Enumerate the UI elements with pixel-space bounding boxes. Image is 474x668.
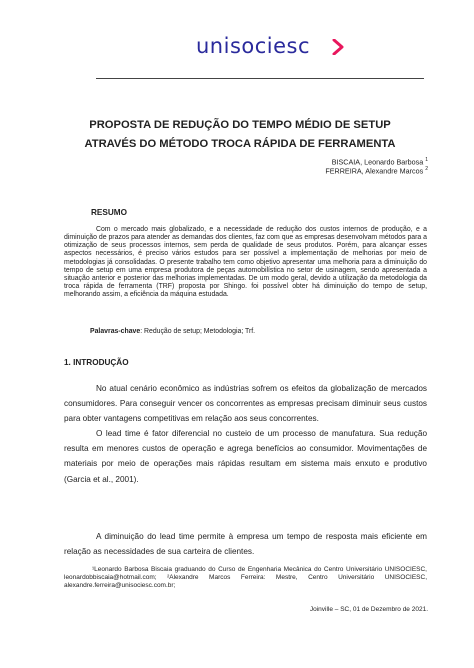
- abstract-heading: RESUMO: [91, 208, 127, 217]
- author-1-name: BISCAIA, Leonardo Barbosa: [331, 157, 424, 167]
- logo-chevron-icon: [332, 39, 344, 55]
- intro-paragraphs: [64, 381, 427, 487]
- abstract-body: [64, 226, 427, 299]
- intro-paragraph-1: No atual cenário econômico as indústrias sofrem os efeitos da globalização de mercados consumidores. Para conseguir vencer os concorrentes as empresas precisam diminuir seus custos para obter vantagens competitivas em relação aos seus concorrentes.: [64, 384, 427, 424]
- author-1: [332, 157, 428, 166]
- author-2-name: FERREIRA, Alexandre Marcos: [325, 166, 424, 176]
- abstract-text: Com o mercado mais globalizado, e a necessidade de redução dos custos internos de produção, e a diminuição de prazos para atender as demandas dos clientes, faz com que as empresas desenvolvam métodos para a otimização de seus processos internos, sem perda de qualidade de seus produtos. Porém, para alcançar esses aspectos necessários, é preciso vários estudos para ser possível a implementação de melhorias por meio de metodologias já consolidadas. O presente trabalho tem como objetivo apresentar uma melhoria para a diminuição do tempo de setup em uma empresa produtora de peças automobilística no setor de usinagem, sendo apresentada a situação anterior e posterior das melhorias implementadas. De um modo geral, devido a utilização da metodologia da troca rápida de ferramenta (TRF) proposta por Shingo. foi possível obter há diminuição do tempo de setup, melhorando assim, a eficiência da máquina estudada.: [64, 226, 427, 299]
- keywords-label: Palavras-chave: [90, 328, 141, 335]
- header-divider: [96, 78, 424, 79]
- unisociesc-logo: unisociesc: [196, 34, 311, 58]
- author-2: [325, 166, 428, 175]
- keywords-line: [90, 328, 255, 335]
- author-2-mark: 2: [425, 166, 428, 172]
- place-date: Joinville – SC, 01 de Dezembro de 2021.: [309, 606, 428, 613]
- keywords-values: : Redução de setup; Metodologia; Trf.: [140, 328, 256, 335]
- author-1-mark: 1: [425, 157, 428, 163]
- title-line-1: PROPOSTA DE REDUÇÃO DO TEMPO MÉDIO DE SETUP: [89, 119, 391, 131]
- footnote-text: ¹Leonardo Barbosa Biscaia graduando do Curso de Engenharia Mecânica do Centro Universitário UNISOCIESC, leonardobbiscaia@hotmail.com; ²Alexandre Marcos Ferreira: Mestre, Centro Universitário UNISOCIESC, alexandre.ferreira@unisociesc.com.br;: [64, 566, 427, 590]
- title-line-2: ATRAVÉS DO MÉTODO TROCA RÁPIDA DE FERRAMENTA: [84, 138, 396, 150]
- author-footnote: [64, 566, 427, 591]
- introduction-heading: 1. INTRODUÇÃO: [64, 358, 129, 367]
- intro-paragraph-3: A diminuição do lead time permite à empresa um tempo de resposta mais eficiente em relação as necessidades de sua carteira de clientes.: [64, 532, 427, 557]
- intro-paragraph-3-block: [64, 529, 427, 559]
- intro-paragraph-2: O lead time é fator diferencial no custeio de um processo de manufatura. Sua redução resulta em menores custos de operação e agrega benefícios ao consumidor. Movimentações de materiais por meio de operações mais rápidas resultam em sistema mais enxuto e produtivo (Garcia et al., 2001).: [64, 429, 427, 484]
